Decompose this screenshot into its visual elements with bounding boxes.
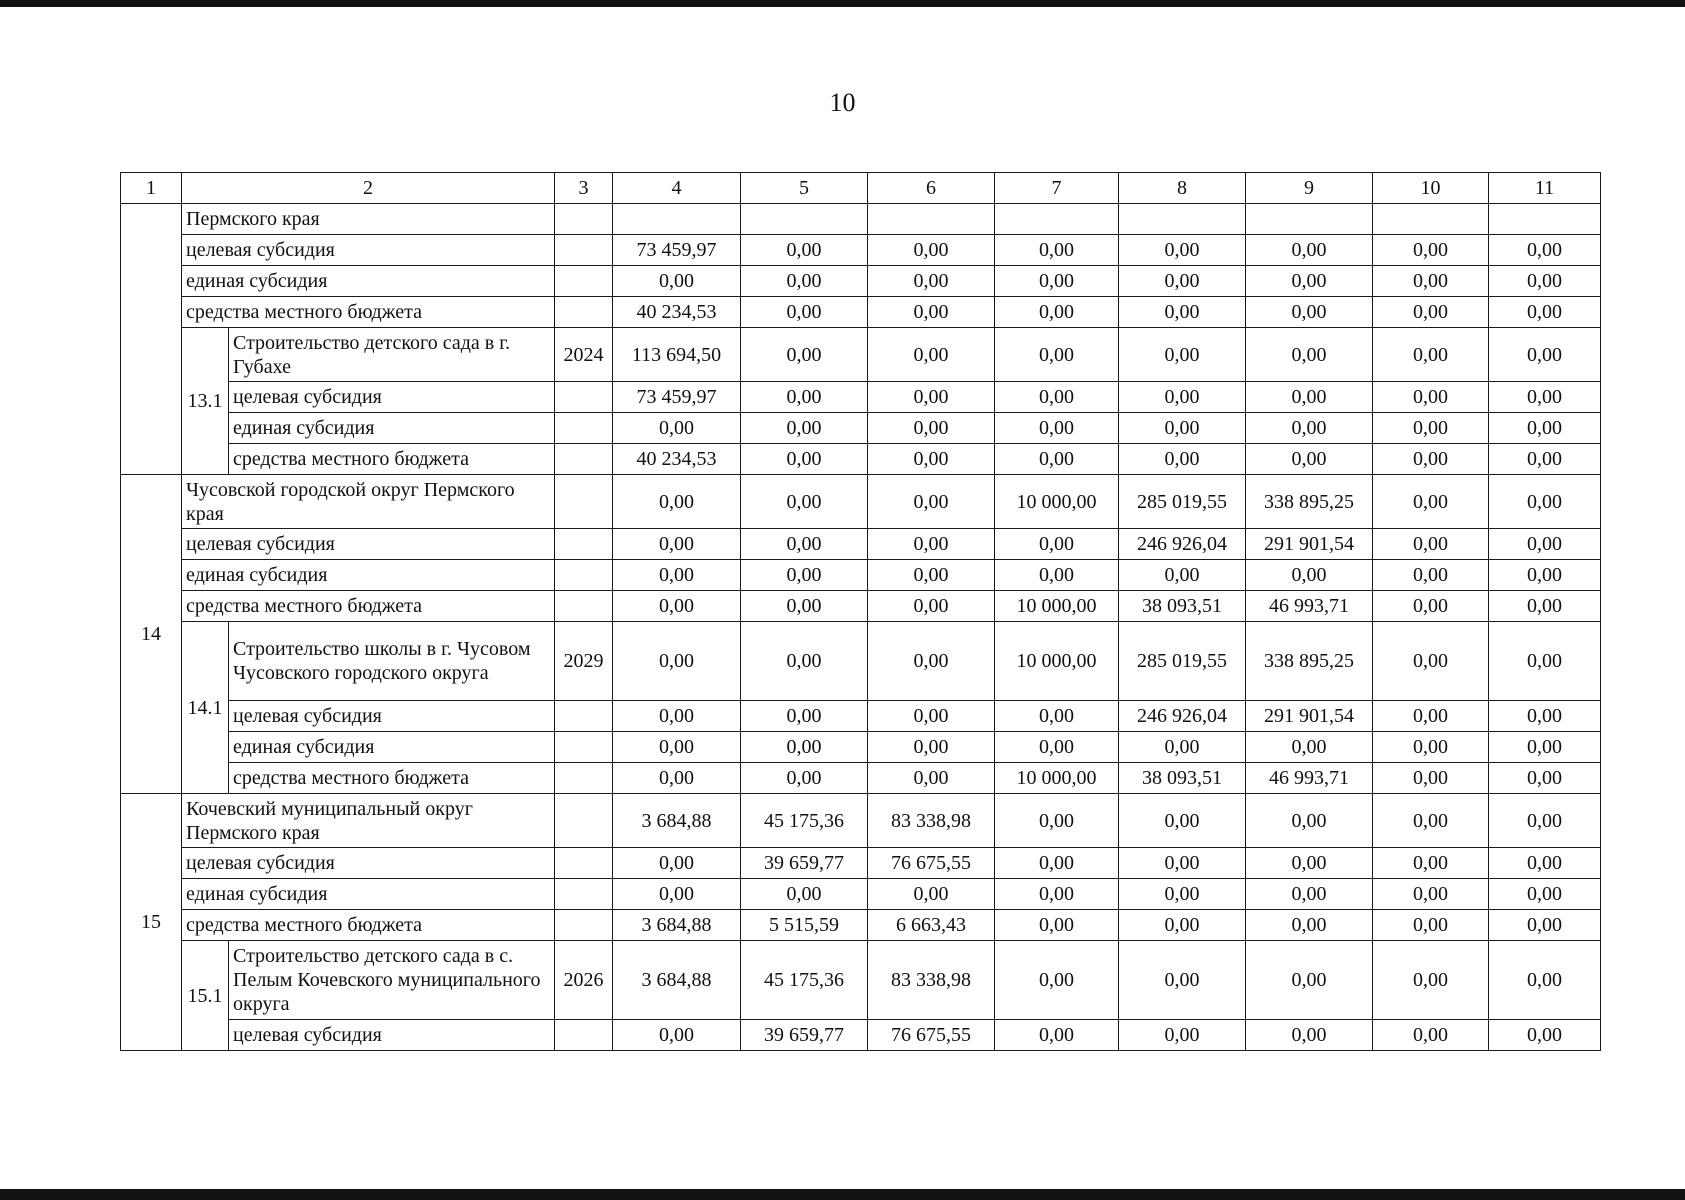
- subsection-number: 13.1: [182, 328, 229, 475]
- value-cell: 0,00: [1119, 732, 1246, 763]
- column-header: 4: [613, 173, 741, 204]
- value-cell: 0,00: [613, 848, 741, 879]
- column-header: 7: [995, 173, 1119, 204]
- value-cell: 0,00: [1246, 382, 1373, 413]
- value-cell: 246 926,04: [1119, 529, 1246, 560]
- value-cell: 0,00: [868, 235, 995, 266]
- value-cell: 10 000,00: [995, 475, 1119, 529]
- value-cell: 0,00: [741, 413, 868, 444]
- funding-label: единая субсидия: [229, 732, 555, 763]
- value-cell: 0,00: [868, 732, 995, 763]
- subsection-title: Строительство детского сада в с. Пелым Кочевского муниципального округа: [229, 941, 555, 1020]
- value-cell: 0,00: [1119, 794, 1246, 848]
- funding-label: средства местного бюджета: [182, 910, 555, 941]
- value-cell: 0,00: [1373, 941, 1489, 1020]
- value-cell: 0,00: [868, 529, 995, 560]
- value-cell: 3 684,88: [613, 794, 741, 848]
- year-cell: [555, 297, 613, 328]
- value-cell: [613, 204, 741, 235]
- value-cell: 0,00: [1489, 475, 1601, 529]
- value-cell: 0,00: [868, 560, 995, 591]
- value-cell: 0,00: [995, 560, 1119, 591]
- value-cell: 0,00: [1489, 591, 1601, 622]
- value-cell: 0,00: [1119, 382, 1246, 413]
- value-cell: 45 175,36: [741, 794, 868, 848]
- section-number: 15: [121, 794, 182, 1051]
- value-cell: 0,00: [995, 910, 1119, 941]
- value-cell: 0,00: [1489, 413, 1601, 444]
- value-cell: 0,00: [1119, 444, 1246, 475]
- value-cell: 0,00: [868, 444, 995, 475]
- value-cell: 285 019,55: [1119, 622, 1246, 701]
- subsection-title: Строительство школы в г. Чусовом Чусовского городского округа: [229, 622, 555, 701]
- value-cell: 0,00: [1489, 1020, 1601, 1051]
- value-cell: 0,00: [1246, 879, 1373, 910]
- value-cell: 0,00: [741, 879, 868, 910]
- funding-row: [121, 297, 1601, 328]
- year-cell: [555, 794, 613, 848]
- value-cell: 0,00: [741, 701, 868, 732]
- value-cell: 0,00: [613, 413, 741, 444]
- funding-row: [121, 266, 1601, 297]
- column-header: 9: [1246, 173, 1373, 204]
- value-cell: 0,00: [1489, 794, 1601, 848]
- subsection-funding-row: [121, 382, 1601, 413]
- column-header: 6: [868, 173, 995, 204]
- year-cell: [555, 382, 613, 413]
- value-cell: 0,00: [1489, 701, 1601, 732]
- value-cell: 0,00: [1373, 266, 1489, 297]
- value-cell: 0,00: [741, 297, 868, 328]
- funding-label: единая субсидия: [182, 879, 555, 910]
- year-cell: [555, 910, 613, 941]
- value-cell: [1373, 204, 1489, 235]
- section-title: Пермского края: [182, 204, 555, 235]
- value-cell: 0,00: [1373, 848, 1489, 879]
- value-cell: 0,00: [1246, 732, 1373, 763]
- value-cell: 0,00: [1373, 701, 1489, 732]
- subsection-funding-row: [121, 1020, 1601, 1051]
- value-cell: 0,00: [1119, 941, 1246, 1020]
- value-cell: 0,00: [1246, 794, 1373, 848]
- budget-table: [120, 172, 1601, 1051]
- value-cell: 0,00: [995, 382, 1119, 413]
- year-cell: [555, 413, 613, 444]
- value-cell: 0,00: [1373, 475, 1489, 529]
- section-title-row: [121, 204, 1601, 235]
- funding-row: [121, 235, 1601, 266]
- value-cell: 0,00: [1119, 413, 1246, 444]
- funding-label: целевая субсидия: [182, 529, 555, 560]
- value-cell: 0,00: [1246, 848, 1373, 879]
- section-title-row: [121, 794, 1601, 848]
- funding-label: средства местного бюджета: [229, 763, 555, 794]
- year-cell: [555, 266, 613, 297]
- value-cell: 0,00: [1489, 910, 1601, 941]
- value-cell: 0,00: [868, 763, 995, 794]
- value-cell: 83 338,98: [868, 941, 995, 1020]
- value-cell: 3 684,88: [613, 941, 741, 1020]
- value-cell: 0,00: [1373, 879, 1489, 910]
- scan-bottom-edge: [0, 1189, 1685, 1200]
- value-cell: 0,00: [741, 763, 868, 794]
- value-cell: 0,00: [1373, 763, 1489, 794]
- column-header: 1: [121, 173, 182, 204]
- value-cell: [995, 204, 1119, 235]
- subsection-funding-row: [121, 701, 1601, 732]
- value-cell: 0,00: [741, 475, 868, 529]
- subsection-number: 14.1: [182, 622, 229, 794]
- funding-row: [121, 560, 1601, 591]
- year-cell: 2024: [555, 328, 613, 382]
- value-cell: 0,00: [1373, 413, 1489, 444]
- value-cell: 0,00: [1119, 266, 1246, 297]
- year-cell: [555, 848, 613, 879]
- column-header: 8: [1119, 173, 1246, 204]
- value-cell: 0,00: [1119, 297, 1246, 328]
- subsection-title-row: [121, 622, 1601, 701]
- value-cell: 0,00: [1119, 910, 1246, 941]
- value-cell: 40 234,53: [613, 297, 741, 328]
- value-cell: 0,00: [1119, 879, 1246, 910]
- value-cell: 0,00: [1246, 235, 1373, 266]
- value-cell: 39 659,77: [741, 848, 868, 879]
- subsection-title: Строительство детского сада в г. Губахе: [229, 328, 555, 382]
- value-cell: 10 000,00: [995, 591, 1119, 622]
- section-title-row: [121, 475, 1601, 529]
- value-cell: [1489, 204, 1601, 235]
- value-cell: 0,00: [1246, 297, 1373, 328]
- year-cell: [555, 475, 613, 529]
- value-cell: 0,00: [868, 701, 995, 732]
- value-cell: 0,00: [1489, 941, 1601, 1020]
- value-cell: 0,00: [1119, 1020, 1246, 1051]
- funding-label: средства местного бюджета: [182, 591, 555, 622]
- value-cell: 0,00: [741, 382, 868, 413]
- column-header: 10: [1373, 173, 1489, 204]
- value-cell: 10 000,00: [995, 763, 1119, 794]
- value-cell: 0,00: [1246, 328, 1373, 382]
- value-cell: 0,00: [868, 328, 995, 382]
- subsection-funding-row: [121, 732, 1601, 763]
- value-cell: 0,00: [995, 297, 1119, 328]
- value-cell: 0,00: [868, 413, 995, 444]
- value-cell: 0,00: [1489, 848, 1601, 879]
- subsection-title-row: [121, 941, 1601, 1020]
- funding-label: средства местного бюджета: [182, 297, 555, 328]
- value-cell: 0,00: [995, 701, 1119, 732]
- value-cell: 0,00: [1246, 941, 1373, 1020]
- section-number: [121, 204, 182, 475]
- funding-label: целевая субсидия: [182, 848, 555, 879]
- subsection-funding-row: [121, 763, 1601, 794]
- value-cell: 0,00: [1489, 328, 1601, 382]
- value-cell: 0,00: [741, 266, 868, 297]
- year-cell: [555, 235, 613, 266]
- value-cell: 0,00: [1489, 763, 1601, 794]
- year-cell: [555, 763, 613, 794]
- value-cell: 0,00: [613, 266, 741, 297]
- value-cell: 0,00: [1246, 444, 1373, 475]
- value-cell: 338 895,25: [1246, 622, 1373, 701]
- value-cell: 0,00: [995, 732, 1119, 763]
- year-cell: [555, 732, 613, 763]
- value-cell: [1119, 204, 1246, 235]
- value-cell: 0,00: [613, 560, 741, 591]
- funding-row: [121, 529, 1601, 560]
- value-cell: 0,00: [995, 266, 1119, 297]
- year-cell: [555, 204, 613, 235]
- year-cell: 2029: [555, 622, 613, 701]
- year-cell: [555, 529, 613, 560]
- value-cell: 0,00: [995, 848, 1119, 879]
- value-cell: 0,00: [868, 382, 995, 413]
- column-header: 11: [1489, 173, 1601, 204]
- value-cell: 0,00: [868, 266, 995, 297]
- value-cell: 0,00: [995, 794, 1119, 848]
- value-cell: 0,00: [741, 591, 868, 622]
- value-cell: 0,00: [741, 235, 868, 266]
- value-cell: 0,00: [613, 701, 741, 732]
- page-number: 10: [829, 88, 856, 117]
- value-cell: 76 675,55: [868, 1020, 995, 1051]
- value-cell: 10 000,00: [995, 622, 1119, 701]
- funding-row: [121, 879, 1601, 910]
- column-header: 2: [182, 173, 555, 204]
- value-cell: 0,00: [1373, 1020, 1489, 1051]
- value-cell: 0,00: [1119, 328, 1246, 382]
- year-cell: [555, 701, 613, 732]
- value-cell: 38 093,51: [1119, 763, 1246, 794]
- value-cell: 0,00: [1373, 560, 1489, 591]
- value-cell: 0,00: [741, 529, 868, 560]
- value-cell: 338 895,25: [1246, 475, 1373, 529]
- value-cell: 291 901,54: [1246, 529, 1373, 560]
- value-cell: 0,00: [868, 591, 995, 622]
- value-cell: 0,00: [1246, 1020, 1373, 1051]
- value-cell: 0,00: [613, 622, 741, 701]
- year-cell: [555, 879, 613, 910]
- funding-label: средства местного бюджета: [229, 444, 555, 475]
- value-cell: 0,00: [1246, 266, 1373, 297]
- value-cell: 0,00: [1489, 529, 1601, 560]
- value-cell: 285 019,55: [1119, 475, 1246, 529]
- subsection-funding-row: [121, 413, 1601, 444]
- value-cell: 0,00: [995, 444, 1119, 475]
- value-cell: 0,00: [1373, 382, 1489, 413]
- value-cell: 0,00: [1489, 235, 1601, 266]
- value-cell: 291 901,54: [1246, 701, 1373, 732]
- value-cell: 0,00: [741, 328, 868, 382]
- value-cell: 246 926,04: [1119, 701, 1246, 732]
- value-cell: 46 993,71: [1246, 763, 1373, 794]
- value-cell: 0,00: [1119, 560, 1246, 591]
- value-cell: 0,00: [1373, 591, 1489, 622]
- funding-label: целевая субсидия: [182, 235, 555, 266]
- subsection-number: 15.1: [182, 941, 229, 1051]
- value-cell: 0,00: [1119, 848, 1246, 879]
- value-cell: 0,00: [1489, 622, 1601, 701]
- value-cell: 0,00: [741, 622, 868, 701]
- value-cell: 3 684,88: [613, 910, 741, 941]
- value-cell: [1246, 204, 1373, 235]
- value-cell: 0,00: [1373, 235, 1489, 266]
- value-cell: 0,00: [995, 1020, 1119, 1051]
- value-cell: 0,00: [1119, 235, 1246, 266]
- funding-row: [121, 910, 1601, 941]
- value-cell: [868, 204, 995, 235]
- value-cell: [741, 204, 868, 235]
- header-row: [121, 173, 1601, 204]
- value-cell: 0,00: [995, 328, 1119, 382]
- value-cell: 0,00: [741, 732, 868, 763]
- value-cell: 6 663,43: [868, 910, 995, 941]
- subsection-funding-row: [121, 444, 1601, 475]
- funding-row: [121, 848, 1601, 879]
- value-cell: 73 459,97: [613, 235, 741, 266]
- column-header: 5: [741, 173, 868, 204]
- value-cell: 0,00: [1373, 732, 1489, 763]
- value-cell: 0,00: [1373, 297, 1489, 328]
- funding-label: единая субсидия: [182, 266, 555, 297]
- value-cell: 0,00: [1246, 560, 1373, 591]
- value-cell: 0,00: [1373, 444, 1489, 475]
- value-cell: 39 659,77: [741, 1020, 868, 1051]
- value-cell: 0,00: [1246, 413, 1373, 444]
- funding-label: целевая субсидия: [229, 701, 555, 732]
- value-cell: 0,00: [1373, 529, 1489, 560]
- value-cell: 45 175,36: [741, 941, 868, 1020]
- value-cell: 0,00: [613, 732, 741, 763]
- value-cell: 0,00: [741, 560, 868, 591]
- section-number: 14: [121, 475, 182, 794]
- value-cell: 0,00: [613, 475, 741, 529]
- column-header: 3: [555, 173, 613, 204]
- year-cell: [555, 444, 613, 475]
- year-cell: 2026: [555, 941, 613, 1020]
- value-cell: 0,00: [995, 413, 1119, 444]
- value-cell: 76 675,55: [868, 848, 995, 879]
- value-cell: 83 338,98: [868, 794, 995, 848]
- section-title: Чусовской городской округ Пермского края: [182, 475, 555, 529]
- value-cell: 38 093,51: [1119, 591, 1246, 622]
- value-cell: 0,00: [868, 297, 995, 328]
- value-cell: 0,00: [1489, 732, 1601, 763]
- funding-label: целевая субсидия: [229, 382, 555, 413]
- value-cell: 113 694,50: [613, 328, 741, 382]
- value-cell: 0,00: [868, 622, 995, 701]
- value-cell: 0,00: [613, 763, 741, 794]
- value-cell: 0,00: [1373, 622, 1489, 701]
- value-cell: 0,00: [995, 941, 1119, 1020]
- value-cell: 0,00: [995, 529, 1119, 560]
- funding-label: единая субсидия: [229, 413, 555, 444]
- value-cell: 0,00: [868, 475, 995, 529]
- value-cell: 5 515,59: [741, 910, 868, 941]
- year-cell: [555, 1020, 613, 1051]
- value-cell: 0,00: [1489, 382, 1601, 413]
- value-cell: 46 993,71: [1246, 591, 1373, 622]
- value-cell: 0,00: [1373, 910, 1489, 941]
- value-cell: 0,00: [1489, 266, 1601, 297]
- value-cell: 0,00: [613, 1020, 741, 1051]
- funding-label: единая субсидия: [182, 560, 555, 591]
- value-cell: 0,00: [741, 444, 868, 475]
- value-cell: 0,00: [1489, 444, 1601, 475]
- year-cell: [555, 560, 613, 591]
- value-cell: 0,00: [1489, 879, 1601, 910]
- value-cell: 0,00: [868, 879, 995, 910]
- section-title: Кочевский муниципальный округ Пермского края: [182, 794, 555, 848]
- value-cell: 0,00: [1373, 794, 1489, 848]
- value-cell: 0,00: [1373, 328, 1489, 382]
- value-cell: 0,00: [995, 879, 1119, 910]
- year-cell: [555, 591, 613, 622]
- funding-row: [121, 591, 1601, 622]
- value-cell: 0,00: [1489, 560, 1601, 591]
- funding-label: целевая субсидия: [229, 1020, 555, 1051]
- value-cell: 0,00: [613, 879, 741, 910]
- value-cell: 73 459,97: [613, 382, 741, 413]
- value-cell: 0,00: [995, 235, 1119, 266]
- value-cell: 40 234,53: [613, 444, 741, 475]
- value-cell: 0,00: [613, 591, 741, 622]
- value-cell: 0,00: [613, 529, 741, 560]
- scan-top-edge: [0, 0, 1685, 7]
- value-cell: 0,00: [1246, 910, 1373, 941]
- subsection-title-row: [121, 328, 1601, 382]
- value-cell: 0,00: [1489, 297, 1601, 328]
